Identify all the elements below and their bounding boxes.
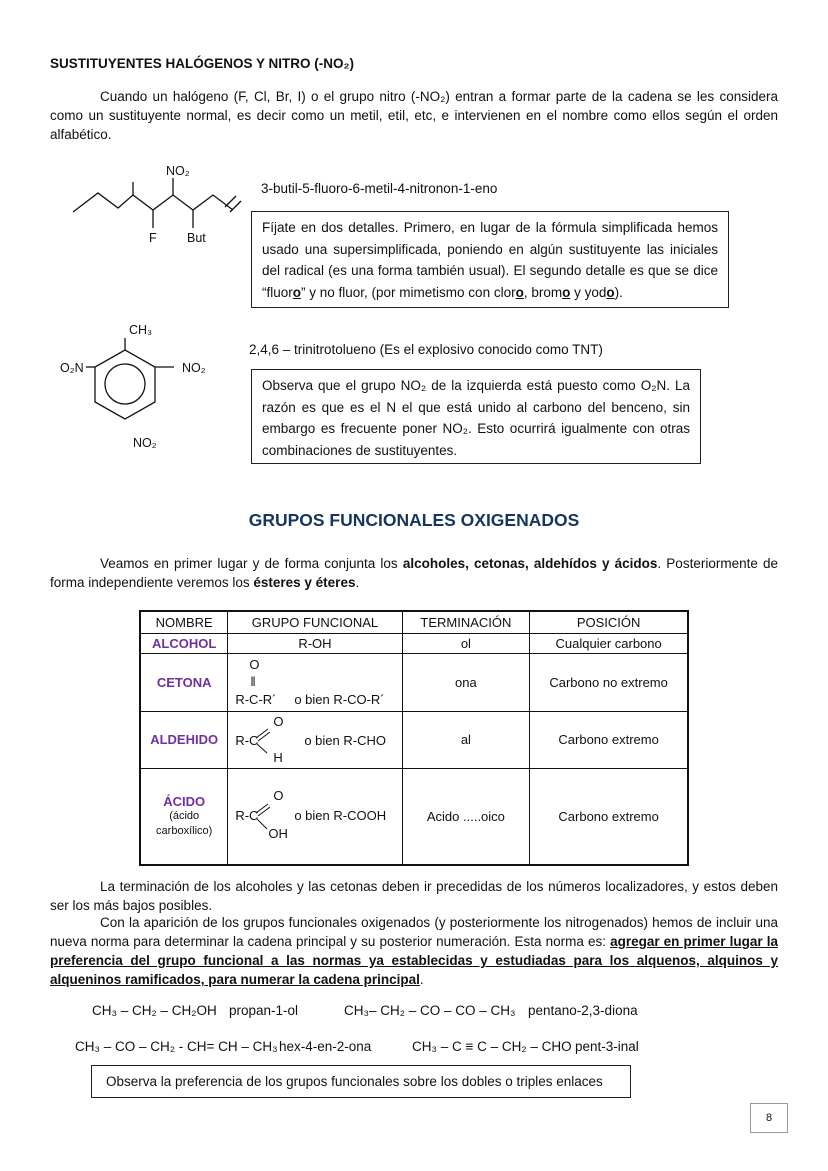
page-number: 8: [750, 1103, 788, 1133]
table-row-aldehido: ALDEHIDO R-C O H o bien R-CHO al Carbono extremo: [140, 711, 688, 768]
section-title-halogenos: SUSTITUYENTES HALÓGENOS Y NITRO (-NO₂): [50, 56, 355, 71]
header-grupo: GRUPO FUNCIONAL: [228, 611, 402, 633]
acido-name-cell: ÁCIDO (ácido carboxílico): [140, 768, 228, 865]
example-name: pent-3-inal: [575, 1039, 639, 1054]
aldehido-group: R-C O H o bien R-CHO: [228, 711, 402, 768]
label-no2: NO₂: [166, 164, 190, 178]
label-o2n: O₂N: [60, 361, 84, 375]
cetona-group: O ‖ R-C-R´ o bien R-CO-R´: [228, 653, 402, 711]
example-formula: CH₃ – C ≡ C – CH₂ – CHO: [412, 1039, 572, 1054]
table-header-row: [140, 611, 688, 633]
label-f: F: [149, 231, 157, 245]
header-terminacion: TERMINACIÓN: [402, 611, 530, 633]
example-name: hex-4-en-2-ona: [279, 1039, 372, 1054]
example-name: pentano-2,3-diona: [528, 1003, 638, 1018]
tnt-structure: [56, 320, 216, 455]
table-row-acido: ÁCIDO (ácido carboxílico) R-C O OH o bien R-COOH Acido .....oico Carbono extremo: [140, 768, 688, 865]
table-row-alcohol: ALCOHOL R-OH ol Cualquier carbono: [140, 633, 688, 653]
note-box-supersimplificada: Fíjate en dos detalles. Primero, en lugar de la fórmula simplificada hemos usado una supersimplificada, poniendo en algún sustituyente las iniciales del radical (es una forma también usual). El segundo detalle es que se dice “fluoro” y no fluor, (por mimetismo con cloro, bromo y yodo).: [251, 211, 729, 308]
acido-group: R-C O OH o bien R-COOH: [228, 768, 402, 865]
section-title-oxigenados: GRUPOS FUNCIONALES OXIGENADOS: [248, 510, 580, 530]
paragraph-norma: Con la aparición de los grupos funcionales oxigenados (y posteriormente los nitrogenados) hemos de incluir una nueva norma para determinar la cadena principal y su posterior numeración. Esta norma es: agregar en primer lugar la preferencia del grupo funcional a las normas ya establecidas y estudiadas para los alquenos, alquinos y alqueninos ramificados, para numerar la cadena principal.: [50, 915, 778, 987]
final-note-box: Observa la preferencia de los grupos funcionales sobre los dobles o triples enlaces: [91, 1065, 631, 1098]
note-box-o2n: Observa que el grupo NO₂ de la izquierda está puesto como O₂N. La razón es que es el N el que está unido al carbono del benceno, sin embargo es frecuente poner NO₂. Esto ocurrirá igualmente con otras combinaciones de sustituyentes.: [251, 369, 701, 464]
skeletal-formula-nitronone: [60, 160, 250, 255]
table-row-cetona: CETONA O ‖ R-C-R´ o bien R-CO-R´ ona Carbono no extremo: [140, 653, 688, 711]
label-ch3: CH₃: [129, 323, 153, 337]
molecule2-name: 2,4,6 – trinitrotolueno (Es el explosivo conocido como TNT): [249, 342, 603, 357]
label-no2-right: NO₂: [182, 361, 206, 375]
header-nombre: NOMBRE: [140, 611, 228, 633]
example-name: propan-1-ol: [229, 1003, 299, 1018]
example-formula: CH₃ – CH₂ – CH₂OH: [92, 1003, 217, 1018]
molecule1-name: 3-butil-5-fluoro-6-metil-4-nitronon-1-eno: [261, 181, 498, 196]
label-but: But: [187, 231, 206, 245]
example-formula: CH₃– CH₂ – CO – CO – CH₃: [344, 1003, 516, 1018]
functional-groups-table: [139, 610, 689, 866]
header-posicion: POSICIÓN: [530, 611, 688, 633]
paragraph-terminacion: La terminación de los alcoholes y las cetonas deben ir precedidas de los números localizadores, y estos deben ser los más bajos posibles.: [50, 879, 778, 913]
paragraph-intro-oxigenados: Veamos en primer lugar y de forma conjunta los alcoholes, cetonas, aldehídos y ácidos. Posteriormente de forma independiente veremos los ésteres y éteres.: [50, 556, 778, 590]
label-no2-bottom: NO₂: [133, 436, 157, 450]
paragraph-halogenos: Cuando un halógeno (F, Cl, Br, I) o el grupo nitro (-NO₂) entran a formar parte de la cadena se les considera como un sustituyente normal, es decir como un metil, etil, etc, e intervienen en el nombre como ellos según el orden alfabético.: [50, 89, 778, 142]
example-formula: CH₃ – CO – CH₂ - CH= CH – CH₃: [75, 1039, 278, 1054]
